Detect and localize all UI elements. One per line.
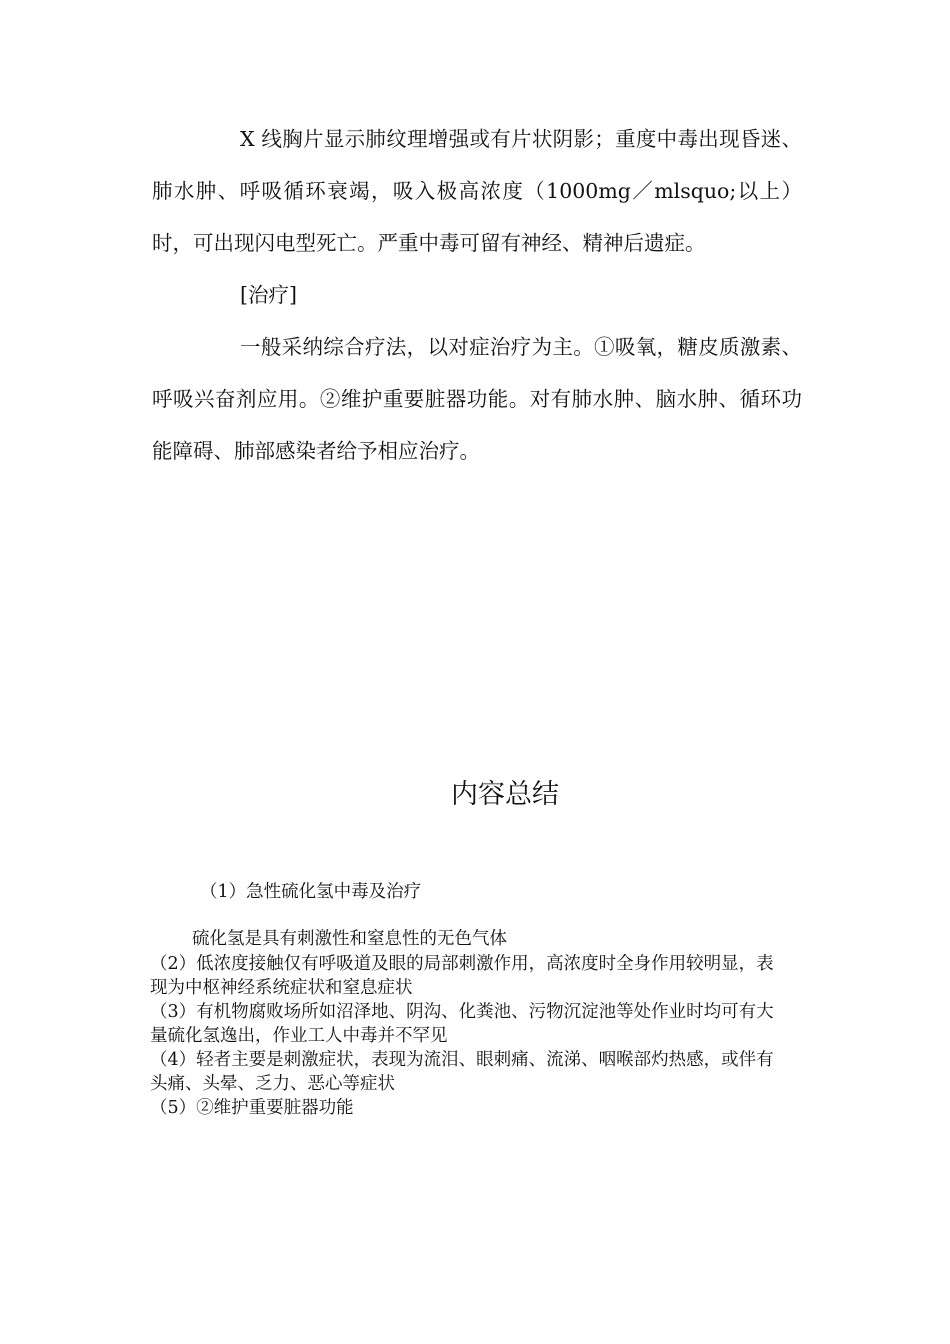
summary-intro: 硫化氢是具有刺激性和窒息性的无色气体: [192, 929, 507, 949]
summary-item-3: （3）有机物腐败场所如沼泽地、阴沟、化粪池、污物沉淀池等处作业时均可有大量硫化氢逸出，作业工人中毒并不罕见: [150, 1002, 774, 1046]
treatment-heading: [治疗]: [240, 283, 297, 307]
paragraph-treatment: 一般采纳综合疗法，以对症治疗为主。①吸氧，糖皮质激素、呼吸兴奋剂应用。②维护重要脏器功能。对有肺水肿、脑水肿、循环功能障碍、肺部感染者给予相应治疗。: [152, 335, 802, 463]
summary-list: [150, 952, 790, 1120]
summary-item-2: （2）低浓度接触仅有呼吸道及眼的局部刺激作用，高浓度时全身作用较明显，表现为中枢神经系统症状和窒息症状: [150, 954, 774, 998]
summary-item-5: （5）②维护重要脏器功能: [150, 1098, 354, 1118]
document-body: [152, 113, 802, 477]
summary-title: 内容总结: [451, 779, 559, 810]
summary-item-1: （1）急性硫化氢中毒及治疗: [200, 882, 422, 902]
paragraph-xray: X 线胸片显示肺纹理增强或有片状阴影；重度中毒出现昏迷、肺水肿、呼吸循环衰竭，吸入极高浓度（1000mg／mlsquo;以上）时，可出现闪电型死亡。严重中毒可留有神经、精神后遗症。: [152, 127, 802, 255]
summary-item-4: （4）轻者主要是刺激症状，表现为流泪、眼刺痛、流涕、咽喉部灼热感，或伴有头痛、头晕、乏力、恶心等症状: [150, 1050, 774, 1094]
